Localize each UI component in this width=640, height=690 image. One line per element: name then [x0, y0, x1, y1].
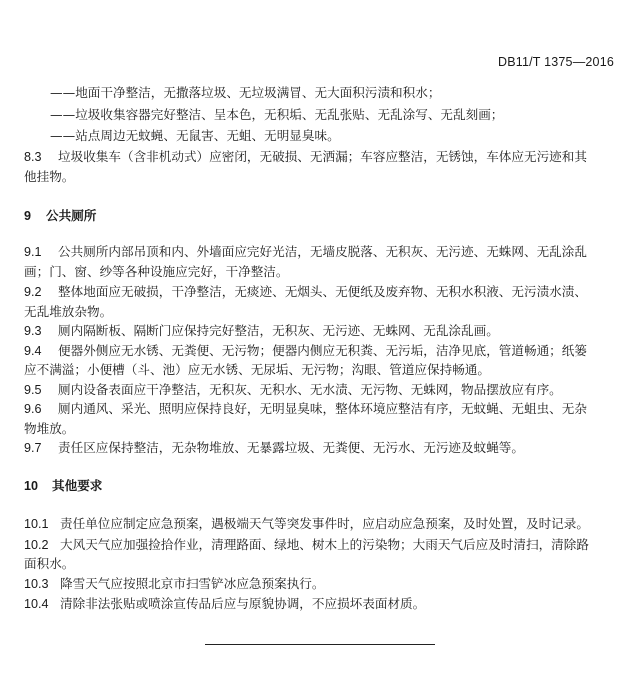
clause-continuation: 画；门、窗、纱等各种设施应完好，干净整洁。 — [24, 264, 289, 279]
clause-continuation: 他挂物。 — [24, 169, 75, 184]
clause-9-3 — [24, 321, 624, 341]
section-number: 10 — [24, 479, 39, 493]
clause-number: 9.3 — [24, 324, 42, 338]
section-title: 其他要求 — [52, 478, 103, 493]
clause-text: 大风天气应加强捡拾作业，清理路面、绿地、树木上的污染物；大雨天气后应及时清扫，清除路 — [60, 537, 589, 552]
clause-10-3 — [24, 574, 624, 594]
bullet-line: ——站点周边无蚊蝇、无鼠害、无蛆、无明显臭味。 — [50, 128, 340, 143]
clause-number: 10.1 — [24, 517, 49, 531]
clause-continuation: 无乱堆放杂物。 — [24, 304, 113, 319]
clause-continuation: 物堆放。 — [24, 421, 75, 436]
clause-continuation: 应不满溢；小便槽（斗、池）应无水锈、无尿垢、无污物；沟眼、管道应保持畅通。 — [24, 362, 490, 377]
clause-9-1 — [24, 242, 624, 262]
clause-text: 降雪天气应按照北京市扫雪铲冰应急预案执行。 — [60, 576, 325, 591]
clause-10-4 — [24, 594, 624, 614]
section-title: 公共厕所 — [46, 208, 97, 223]
clause-9-6 — [24, 399, 624, 419]
document-code: DB11/T 1375—2016 — [497, 55, 614, 69]
clause-number: 9.2 — [24, 285, 42, 299]
clause-9-2 — [24, 282, 624, 302]
clause-number: 10.2 — [24, 538, 49, 552]
clause-number: 10.3 — [24, 577, 49, 591]
bullet-line: ——地面干净整洁，无撒落垃圾、无垃圾满冒、无大面积污渍和积水； — [50, 85, 441, 100]
clause-number: 9.5 — [24, 383, 42, 397]
clause-text: 责任区应保持整洁，无杂物堆放、无暴露垃圾、无粪便、无污水、无污迹及蚊蝇等。 — [58, 440, 524, 455]
clause-text: 清除非法张贴或喷涂宣传品后应与原貌协调，不应损坏表面材质。 — [60, 596, 426, 611]
clause-9-4 — [24, 341, 624, 361]
section-heading-10 — [24, 476, 624, 496]
clause-number: 9.4 — [24, 344, 42, 358]
clause-number: 8.3 — [24, 150, 42, 164]
clause-10-2 — [24, 535, 624, 555]
clause-number: 9.6 — [24, 402, 42, 416]
clause-number: 9.7 — [24, 441, 42, 455]
clause-continuation: 面积水。 — [24, 556, 75, 571]
clause-9-5 — [24, 380, 624, 400]
clause-8-3 — [24, 147, 624, 167]
clause-text: 整体地面应无破损，干净整洁，无痰迹、无烟头、无便纸及废弃物、无积水积液、无污渍水渍、 — [58, 284, 587, 299]
clause-text: 便器外侧应无水锈、无粪便、无污物；便器内侧应无积粪、无污垢，洁净见底，管道畅通；纸篓 — [58, 343, 587, 358]
bullet-line: ——垃圾收集容器完好整洁、呈本色，无积垢、无乱张贴、无乱涂写、无乱刻画； — [50, 107, 504, 122]
clause-text: 厕内隔断板、隔断门应保持完好整洁，无积灰、无污迹、无蛛网、无乱涂乱画。 — [58, 323, 499, 338]
section-number: 9 — [24, 209, 32, 223]
clause-10-1 — [24, 514, 624, 534]
clause-text: 责任单位应制定应急预案，遇极端天气等突发事件时，应启动应急预案，及时处置，及时记录。 — [60, 516, 589, 531]
clause-text: 公共厕所内部吊顶和内、外墙面应完好光洁，无墙皮脱落、无积灰、无污迹、无蛛网、无乱涂乱 — [58, 244, 587, 259]
end-rule — [205, 644, 435, 645]
section-heading-9 — [24, 206, 624, 226]
clause-9-7 — [24, 438, 624, 458]
clause-text: 垃圾收集车（含非机动式）应密闭，无破损、无洒漏；车容应整洁，无锈蚀，车体应无污迹和其 — [58, 149, 587, 164]
clause-text: 厕内设备表面应干净整洁，无积灰、无积水、无水渍、无污物、无蛛网，物品摆放应有序。 — [58, 382, 562, 397]
clause-number: 10.4 — [24, 597, 49, 611]
clause-text: 厕内通风、采光、照明应保持良好，无明显臭味，整体环境应整洁有序，无蚊蝇、无蛆虫、无杂 — [58, 401, 587, 416]
clause-number: 9.1 — [24, 245, 42, 259]
